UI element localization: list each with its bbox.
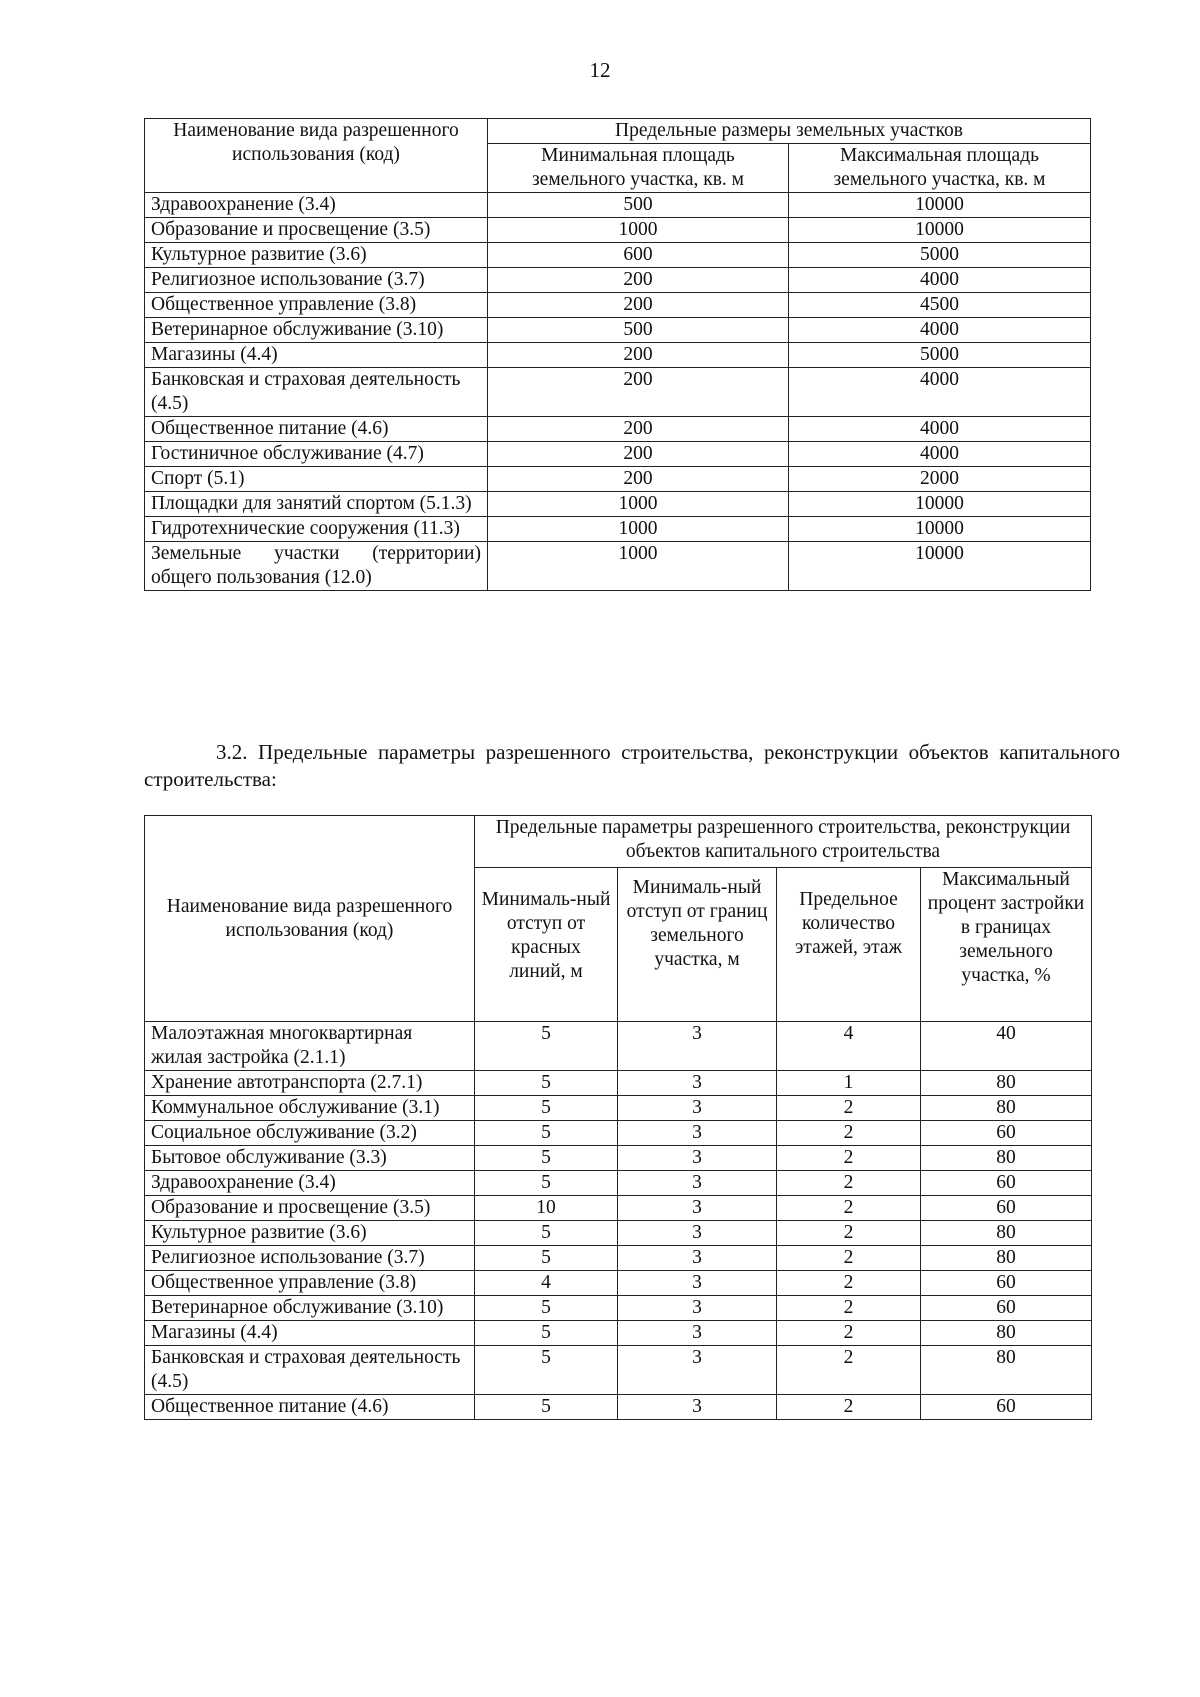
use-type-name: Ветеринарное обслуживание (3.10) — [145, 1296, 475, 1321]
min-setback-red-lines-value: 5 — [475, 1146, 618, 1171]
min-setback-red-lines-value: 5 — [475, 1121, 618, 1146]
use-type-name: Социальное обслуживание (3.2) — [145, 1121, 475, 1146]
min-area-value: 200 — [488, 442, 789, 467]
max-area-value: 10000 — [789, 218, 1091, 243]
use-type-name: Малоэтажная многоквартирная жилая застройка (2.1.1) — [145, 1022, 475, 1071]
max-area-value: 10000 — [789, 542, 1091, 591]
table-row — [145, 442, 1091, 467]
min-setback-plot-border-value: 3 — [618, 1221, 777, 1246]
max-floors-value: 2 — [777, 1171, 921, 1196]
max-floors-value: 2 — [777, 1196, 921, 1221]
max-area-value: 10000 — [789, 517, 1091, 542]
max-coverage-percent-value: 60 — [921, 1296, 1092, 1321]
table-row — [145, 1246, 1092, 1271]
use-type-name: Общественное питание (4.6) — [145, 1395, 475, 1420]
use-type-name: Культурное развитие (3.6) — [145, 243, 488, 268]
max-area-value: 10000 — [789, 193, 1091, 218]
max-floors-value: 2 — [777, 1346, 921, 1395]
min-setback-plot-border-value: 3 — [618, 1196, 777, 1221]
table-row — [145, 1296, 1092, 1321]
use-type-name: Банковская и страховая деятельность (4.5) — [145, 368, 488, 417]
table-row — [145, 293, 1091, 318]
use-type-name: Площадки для занятий спортом (5.1.3) — [145, 492, 488, 517]
min-setback-plot-border-value: 3 — [618, 1271, 777, 1296]
min-area-value: 200 — [488, 268, 789, 293]
use-type-name: Здравоохранение (3.4) — [145, 193, 488, 218]
min-setback-red-lines-value: 4 — [475, 1271, 618, 1296]
use-type-name: Религиозное использование (3.7) — [145, 1246, 475, 1271]
max-area-value: 5000 — [789, 243, 1091, 268]
table-row — [145, 1196, 1092, 1221]
max-area-value: 4000 — [789, 417, 1091, 442]
table-row — [145, 1022, 1092, 1071]
min-setback-plot-border-value: 3 — [618, 1121, 777, 1146]
min-area-value: 500 — [488, 318, 789, 343]
min-setback-plot-border-value: 3 — [618, 1096, 777, 1121]
max-floors-value: 2 — [777, 1246, 921, 1271]
min-setback-plot-border-value: 3 — [618, 1071, 777, 1096]
max-floors-value: 2 — [777, 1321, 921, 1346]
min-setback-plot-border-value: 3 — [618, 1146, 777, 1171]
max-coverage-percent-value: 80 — [921, 1071, 1092, 1096]
use-type-name: Религиозное использование (3.7) — [145, 268, 488, 293]
min-setback-red-lines-value: 5 — [475, 1022, 618, 1071]
max-coverage-percent-value: 80 — [921, 1346, 1092, 1395]
max-floors-value: 1 — [777, 1071, 921, 1096]
table-row — [145, 1096, 1092, 1121]
max-area-value: 4000 — [789, 368, 1091, 417]
table-row — [145, 1395, 1092, 1420]
table-row — [145, 1321, 1092, 1346]
min-setback-red-lines-value: 5 — [475, 1346, 618, 1395]
min-setback-plot-border-value: 3 — [618, 1171, 777, 1196]
use-type-name: Земельные участки (территории) общего пользования (12.0) — [145, 542, 488, 591]
use-type-name: Хранение автотранспорта (2.7.1) — [145, 1071, 475, 1096]
min-setback-plot-border-value: 3 — [618, 1346, 777, 1395]
max-floors-value: 2 — [777, 1096, 921, 1121]
use-type-name: Коммунальное обслуживание (3.1) — [145, 1096, 475, 1121]
construction-limits-group-header: Предельные параметры разрешенного строительства, реконструкции объектов капитального строительства — [475, 816, 1092, 868]
table-row — [145, 417, 1091, 442]
max-coverage-percent-value: 80 — [921, 1321, 1092, 1346]
min-setback-red-lines-value: 10 — [475, 1196, 618, 1221]
table-row — [145, 542, 1091, 591]
section-3-2-paragraph: 3.2. Предельные параметры разрешенного строительства, реконструкции объектов капитального строительства: — [144, 740, 1120, 791]
max-coverage-percent-value: 60 — [921, 1171, 1092, 1196]
max-coverage-percent-value: 60 — [921, 1121, 1092, 1146]
max-area-value: 4000 — [789, 268, 1091, 293]
max-floors-value: 2 — [777, 1146, 921, 1171]
use-type-name: Общественное управление (3.8) — [145, 1271, 475, 1296]
min-setback-red-lines-value: 5 — [475, 1071, 618, 1096]
min-setback-red-lines-value: 5 — [475, 1096, 618, 1121]
min-setback-plot-border-value: 3 — [618, 1296, 777, 1321]
construction-parameters-table — [144, 815, 1092, 1420]
min-area-value: 1000 — [488, 218, 789, 243]
min-area-value: 200 — [488, 343, 789, 368]
use-type-name: Культурное развитие (3.6) — [145, 1221, 475, 1246]
min-area-value: 1000 — [488, 492, 789, 517]
use-type-name: Гостиничное обслуживание (4.7) — [145, 442, 488, 467]
table-row — [145, 1071, 1092, 1096]
min-setback-red-lines-value: 5 — [475, 1171, 618, 1196]
max-floors-value: 2 — [777, 1296, 921, 1321]
use-type-name: Образование и просвещение (3.5) — [145, 1196, 475, 1221]
max-coverage-percent-value: 60 — [921, 1271, 1092, 1296]
max-floors-value: 2 — [777, 1395, 921, 1420]
table-row — [145, 1346, 1092, 1395]
max-coverage-percent-value: 80 — [921, 1146, 1092, 1171]
table-row — [145, 517, 1091, 542]
table-row — [145, 1171, 1092, 1196]
use-type-name: Общественное питание (4.6) — [145, 417, 488, 442]
min-area-value: 1000 — [488, 542, 789, 591]
max-coverage-percent-value: 80 — [921, 1246, 1092, 1271]
min-setback-red-lines-value: 5 — [475, 1246, 618, 1271]
min-area-value: 200 — [488, 368, 789, 417]
min-area-value: 200 — [488, 417, 789, 442]
max-floors-value: 4 — [777, 1022, 921, 1071]
max-area-value: 4000 — [789, 442, 1091, 467]
table-row — [145, 467, 1091, 492]
max-coverage-percent-value: 60 — [921, 1395, 1092, 1420]
table-row — [145, 243, 1091, 268]
table-row — [145, 368, 1091, 417]
min-area-value: 1000 — [488, 517, 789, 542]
use-type-name: Образование и просвещение (3.5) — [145, 218, 488, 243]
use-type-name: Здравоохранение (3.4) — [145, 1171, 475, 1196]
table-row — [145, 318, 1091, 343]
table-row — [145, 268, 1091, 293]
table-row — [145, 193, 1091, 218]
min-area-value: 500 — [488, 193, 789, 218]
table-row — [145, 492, 1091, 517]
min-setback-plot-border-value: 3 — [618, 1022, 777, 1071]
min-area-header: Минимальная площадь земельного участка, кв. м — [488, 144, 789, 193]
min-setback-red-lines-value: 5 — [475, 1395, 618, 1420]
max-coverage-percent-header: Максимальный процент застройки в границах земельного участка, % — [921, 868, 1092, 1022]
min-setback-red-lines-value: 5 — [475, 1321, 618, 1346]
max-coverage-percent-value: 40 — [921, 1022, 1092, 1071]
min-area-value: 600 — [488, 243, 789, 268]
size-limits-group-header: Предельные размеры земельных участков — [488, 119, 1091, 144]
max-area-value: 4500 — [789, 293, 1091, 318]
table-row — [145, 218, 1091, 243]
min-setback-plot-border-value: 3 — [618, 1321, 777, 1346]
use-type-name: Спорт (5.1) — [145, 467, 488, 492]
table-row — [145, 1271, 1092, 1296]
min-setback-red-lines-header: Минималь-ный отступ от красных линий, м — [475, 868, 618, 1022]
use-type-name: Банковская и страховая деятельность (4.5) — [145, 1346, 475, 1395]
max-coverage-percent-value: 80 — [921, 1221, 1092, 1246]
use-type-name: Магазины (4.4) — [145, 1321, 475, 1346]
max-floors-header: Предельное количество этажей, этаж — [777, 868, 921, 1022]
use-type-header: Наименование вида разрешенного использования (код) — [145, 119, 488, 193]
table-row — [145, 1121, 1092, 1146]
max-area-value: 2000 — [789, 467, 1091, 492]
table-row — [145, 1221, 1092, 1246]
max-coverage-percent-value: 80 — [921, 1096, 1092, 1121]
min-area-value: 200 — [488, 467, 789, 492]
use-type-header: Наименование вида разрешенного использования (код) — [145, 816, 475, 1022]
max-floors-value: 2 — [777, 1271, 921, 1296]
page-number: 12 — [589, 58, 611, 82]
min-setback-plot-border-value: 3 — [618, 1246, 777, 1271]
max-area-value: 5000 — [789, 343, 1091, 368]
use-type-name: Гидротехнические сооружения (11.3) — [145, 517, 488, 542]
max-coverage-percent-value: 60 — [921, 1196, 1092, 1221]
min-setback-plot-border-value: 3 — [618, 1395, 777, 1420]
min-area-value: 200 — [488, 293, 789, 318]
use-type-name: Бытовое обслуживание (3.3) — [145, 1146, 475, 1171]
use-type-name: Ветеринарное обслуживание (3.10) — [145, 318, 488, 343]
max-area-value: 4000 — [789, 318, 1091, 343]
use-type-name: Магазины (4.4) — [145, 343, 488, 368]
max-area-value: 10000 — [789, 492, 1091, 517]
max-floors-value: 2 — [777, 1221, 921, 1246]
table-row — [145, 343, 1091, 368]
table-row — [145, 1146, 1092, 1171]
land-plot-size-table — [144, 118, 1091, 591]
max-area-header: Максимальная площадь земельного участка, кв. м — [789, 144, 1091, 193]
min-setback-red-lines-value: 5 — [475, 1221, 618, 1246]
min-setback-plot-border-header: Минималь-ный отступ от границ земельного участка, м — [618, 868, 777, 1022]
max-floors-value: 2 — [777, 1121, 921, 1146]
use-type-name: Общественное управление (3.8) — [145, 293, 488, 318]
min-setback-red-lines-value: 5 — [475, 1296, 618, 1321]
